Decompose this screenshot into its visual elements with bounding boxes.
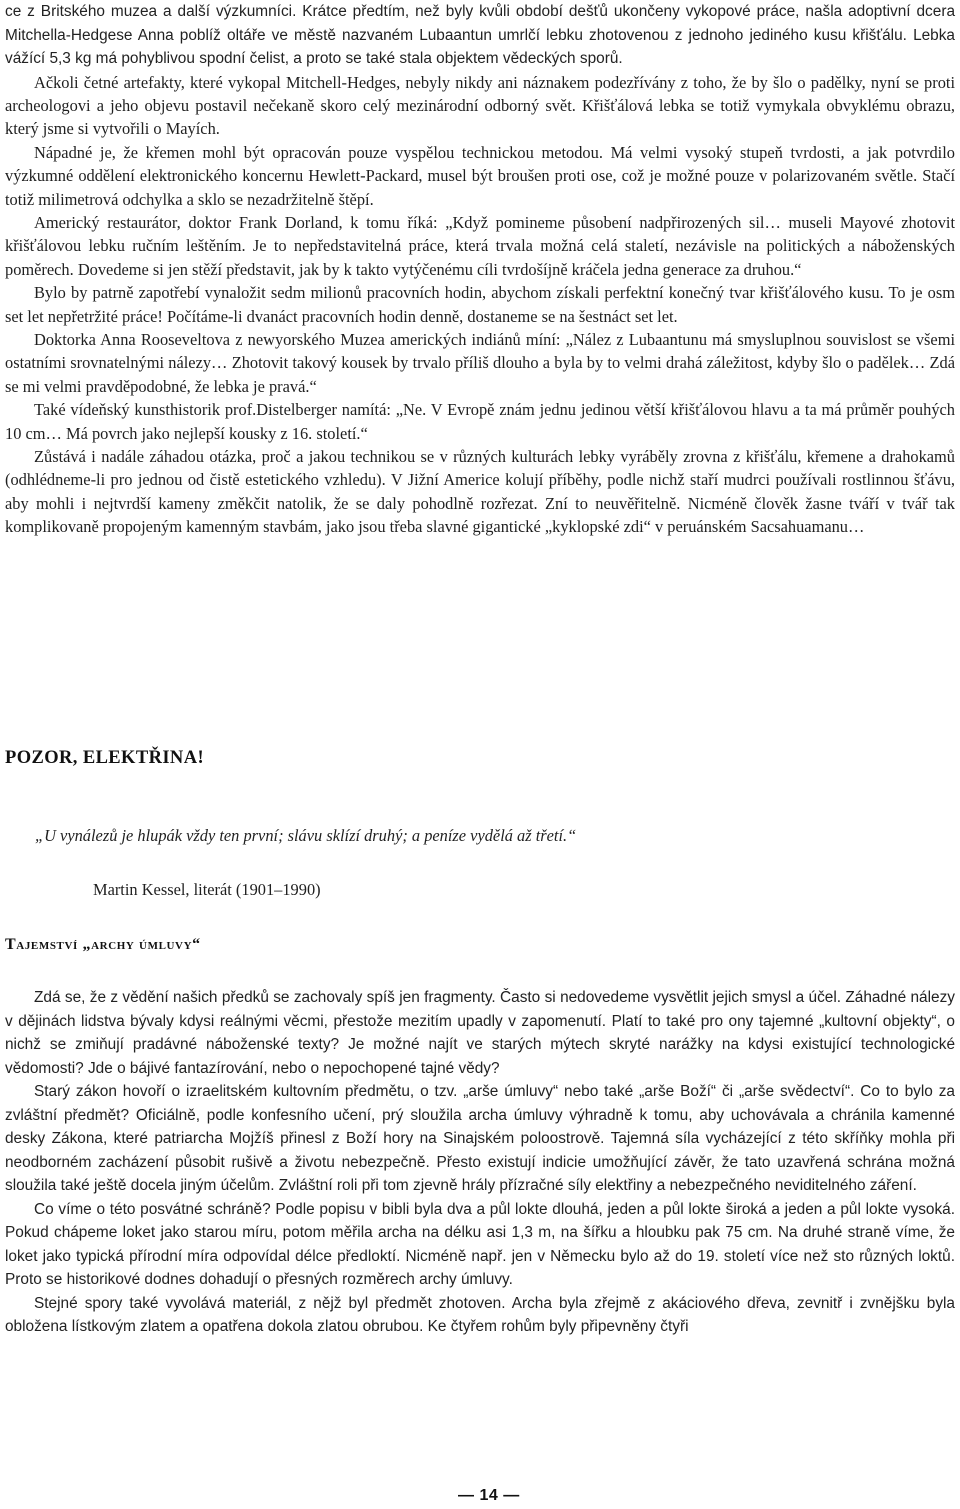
epigraph-quote: „U vynálezů je hlupák vždy ten první; slávu sklízí druhý; a peníze vydělá až třetí.“ (35, 826, 577, 845)
section-heading: Tajemství „archy úmluvy“ (5, 936, 201, 953)
paragraph-artefacts: Ačkoli četné artefakty, které vykopal Mitchell-Hedges, nebyly nikdy ani náznakem podezřívány z toho, že by šlo o padělky, nyní se proti archeologovi a jeho objevu postavil nečekaně skoro celý mezinárodní odborný svět. Křišťálová lebka se totiž vymykala obvyklému obrazu, který jsme si vytvořili o Mayích. (5, 72, 955, 139)
paragraph-mystery: Zůstává i nadále záhadou otázka, proč a jakou technikou se v různých kulturách lebky vyráběly zrovna z křišťálu, křemene a drahokamů (odhlédneme-li pro jednou od čistě estetického vzhledu). V Jižní Americe kolují příběhy, podle nichž staří mudrci používali rostlinnou šťávu, aby mohli i nejtvrdší kameny změkčit natolik, že se daly pohodlně rozřezat. Zní to neuvěřitelně. Nicméně člověk žasne tváří v tvář tak komplikovaně propojeným kamenným stavbám, jako jsou třeba slavné gigantické „kyklopské zdi“ v peruánském Sacsahuamanu… (5, 447, 955, 537)
paragraph-quartz: Nápadné je, že křemen mohl být opracován pouze vyspělou technickou metodou. Má velmi vysoký stupeň tvrdosti, a jak potvrdilo výzkumné oddělení elektronického koncernu Hewlett-Packard, musel být broušen proti ose, což je možné pouze v polarizovaném světle. Stačí totiž milimetrová odchylka a sklo se nezadržitelně štěpí. (5, 142, 955, 209)
epigraph-author: Martin Kessel, literát (1901–1990) (93, 880, 321, 899)
chapter-heading: POZOR, ELEKTŘINA! (5, 748, 205, 768)
paragraph-fragments: Zdá se, že z vědění našich předků se zachovaly spíš jen fragmenty. Často si nedovedeme vysvětlit jejich smysl a účel. Záhadné nálezy v dějinách lidstva bývaly kdysi reálnými věcmi, přestože mezitím upadly v zapomenutí. Platí to také pro ony tajemné „kultovní objekty“, o nichž se zmiňují pradávné náboženské texty? Je možné najít ve starých mýtech skryté narážky na kdysi existující technologické vědomosti? Jde o bájivé fantazírování, nebo o nepochopené tajné vědy? (5, 989, 955, 1077)
paragraph-ark-covenant: Starý zákon hovoří o izraelitském kultovním předmětu, o tzv. „arše úmluvy“ nebo také „arše Boží“ či „arše svědectví“. Co to bylo za zvláštní předmět? Oficiálně, podle konfesního učení, prý sloužila archa úmluvy výhradně k tomu, aby uchovávala a chránila kamenné desky Zákona, které patriarcha Mojžíš přinesl z Boží hory na Sinajském poloostrově. Tajemná síla vycházející z této skříňky mohla při neodborném zacházení působit rušivě a životu nebezpečně. Přesto existují indicie umožňující závěr, že tato uzavřená schrána možná sloužila také ještě docela jiným účelům. Zvláštní roli při tom zjevně hrály přízračné síly elektřiny a nebezpečného neviditelného záření. (5, 1083, 955, 1194)
article-top-block (5, 0, 955, 539)
paragraph-dorland: Americký restaurátor, doktor Frank Dorland, k tomu říká: „Když pomineme působení nadpřirozených sil… museli Mayové zhotovit křišťálovou lebku ručním leštěním. Je to nepředstavitelná práce, která trvala možná celá staletí, nezávisle na politických a náboženských poměrech. Dovedeme si jen stěží představit, jak by k takto vytýčenému cíli tvrdošíjně kráčela jedna generace za druhou.“ (5, 212, 955, 279)
paragraph-hours: Bylo by patrně zapotřebí vynaložit sedm milionů pracovních hodin, abychom získali perfektní konečný tvar křišťálového kusu. To je osm set let nepřetržité práce! Počítáme-li dvanáct pracovních hodin denně, dostaneme se na šestnáct set let. (5, 283, 955, 326)
paragraph-ark-material: Stejné spory také vyvolává materiál, z nějž byl předmět zhotoven. Archa byla zřejmě z akáciového dřeva, zevnitř i zvnějšku byla obložena lístkovým zlatem a opatřena dokola zlatou obrubou. Ke čtyřem rohům byly připevněny čtyři (5, 1294, 955, 1335)
paragraph-roosevelt: Doktorka Anna Rooseveltova z newyorského Muzea amerických indiánů míní: „Nález z Lubaantunu má smysluplnou souvislost se všemi ostatními srovnatelnými nálezy… Zhotovit takový kousek by trvalo příliš dlouho a byla by to velmi drahá záležitost, kdyby šlo o padělek… Zdá se mi velmi pravděpodobné, že lebka je pravá.“ (5, 329, 955, 396)
page-number: — 14 — (458, 1487, 520, 1504)
paragraph-intro: ce z Britského muzea a další výzkumníci. Krátce předtím, než byly kvůli období dešťů ukončeny vykopové práce, našla adoptivní dcera Mitchella-Hedgese Anna poblíž oltáře ve městě nazvaném Lubaantun umrlčí lebku zhotovenou z jednoho jediného kusu křišťálu. Lebka vážící 5,3 kg má pohyblivou spodní čelist, a proto se také stala objektem vědeckých sporů. (5, 3, 955, 67)
paragraph-ark-dimensions: Co víme o této posvátné schráně? Podle popisu v bibli byla dva a půl lokte dlouhá, jeden a půl lokte široká a jeden a půl lokte vysoká. Pokud chápeme loket jako starou míru, potom měřila archa na délku asi 1,3 m, na šířku a hloubku pak 75 cm. Na druhé straně víme, že loket jako typická přírodní míra odpovídal délce předloktí. Nicméně např. jen v Německu bylo až do 19. století více než sto různých loktů. Proto se historikové dodnes dohadují o přesných rozměrech archy úmluvy. (5, 1200, 955, 1288)
article-bottom-block (5, 986, 955, 1339)
paragraph-distelberger: Také vídeňský kunsthistorik prof.Distelberger namítá: „Ne. V Evropě znám jednu jedinou větší křišťálovou hlavu a ta má průměr pouhých 10 cm… Má povrch jako nejlepší kousky z 16. století.“ (5, 400, 955, 443)
